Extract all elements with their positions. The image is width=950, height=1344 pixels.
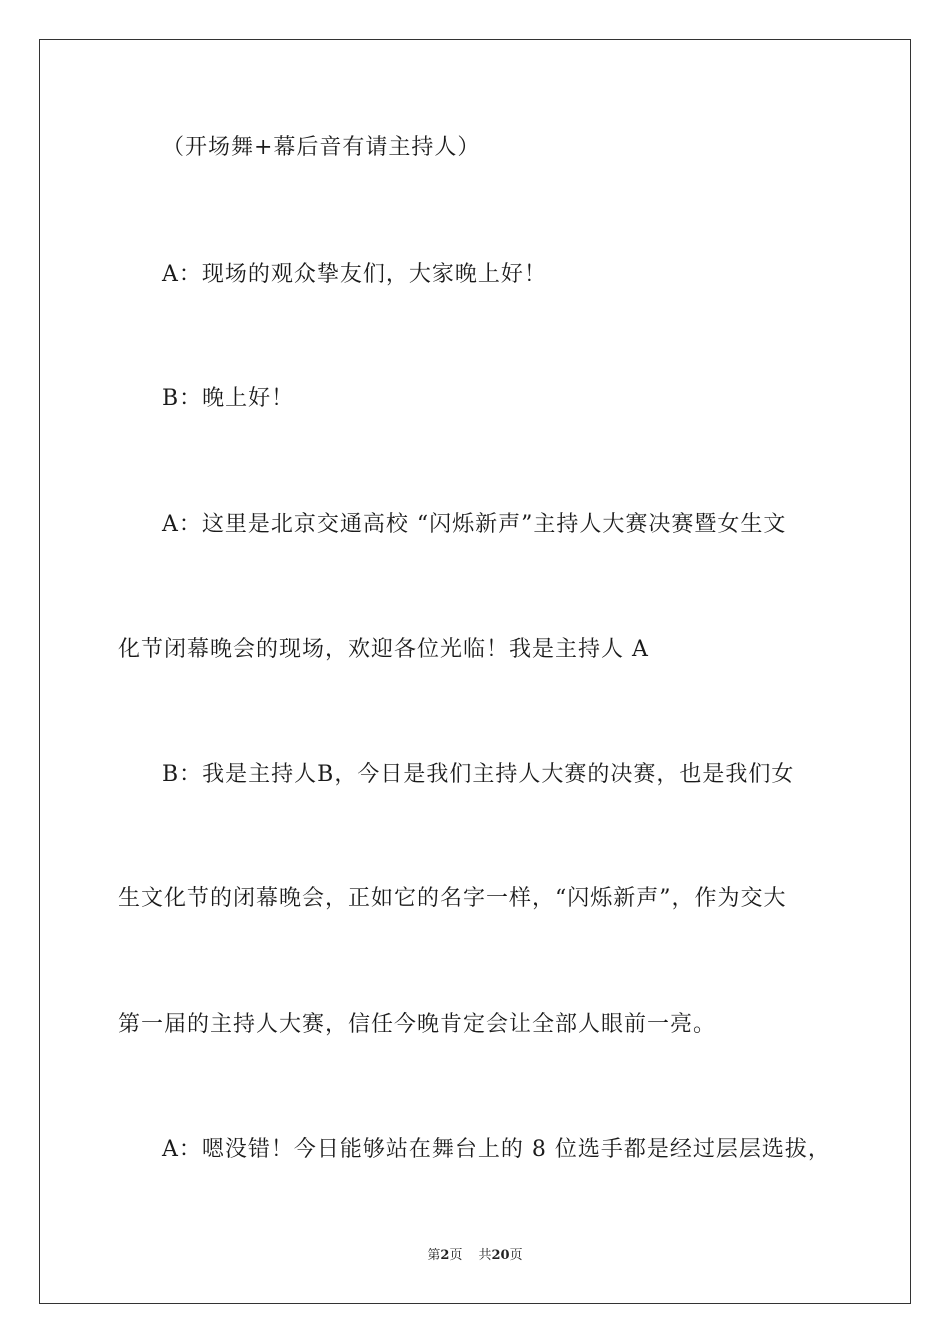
dialogue-continuation-line: 化节闭幕晚会的现场，欢迎各位光临！我是主持人 A — [118, 637, 649, 662]
stage-direction-line: （开场舞+幕后音有请主持人） — [162, 135, 481, 160]
dialogue-line: A：现场的观众挚友们，大家晚上好！ — [162, 262, 547, 287]
page-border — [39, 39, 911, 1304]
page-suffix: 页 — [449, 1248, 463, 1263]
page-footer — [0, 1248, 950, 1264]
page-prefix: 第 — [427, 1248, 441, 1263]
total-pages: 20 — [491, 1248, 510, 1263]
dialogue-line: A：这里是北京交通高校 “闪烁新声”主持人大赛决赛暨女生文 — [162, 512, 787, 537]
page-number: 2 — [440, 1248, 450, 1263]
dialogue-continuation-line: 生文化节的闭幕晚会，正如它的名字一样，“闪烁新声”，作为交大 — [118, 886, 787, 911]
total-prefix: 共 — [478, 1248, 492, 1263]
total-suffix: 页 — [509, 1248, 523, 1263]
dialogue-continuation-line: 第一届的主持人大赛，信任今晚肯定会让全部人眼前一亮。 — [118, 1012, 717, 1037]
dialogue-line: B：我是主持人B，今日是我们主持人大赛的决赛，也是我们女 — [162, 762, 795, 787]
dialogue-line: A：嗯没错！今日能够站在舞台上的 8 位选手都是经过层层选拔， — [162, 1137, 831, 1162]
dialogue-line: B：晚上好！ — [162, 386, 295, 411]
